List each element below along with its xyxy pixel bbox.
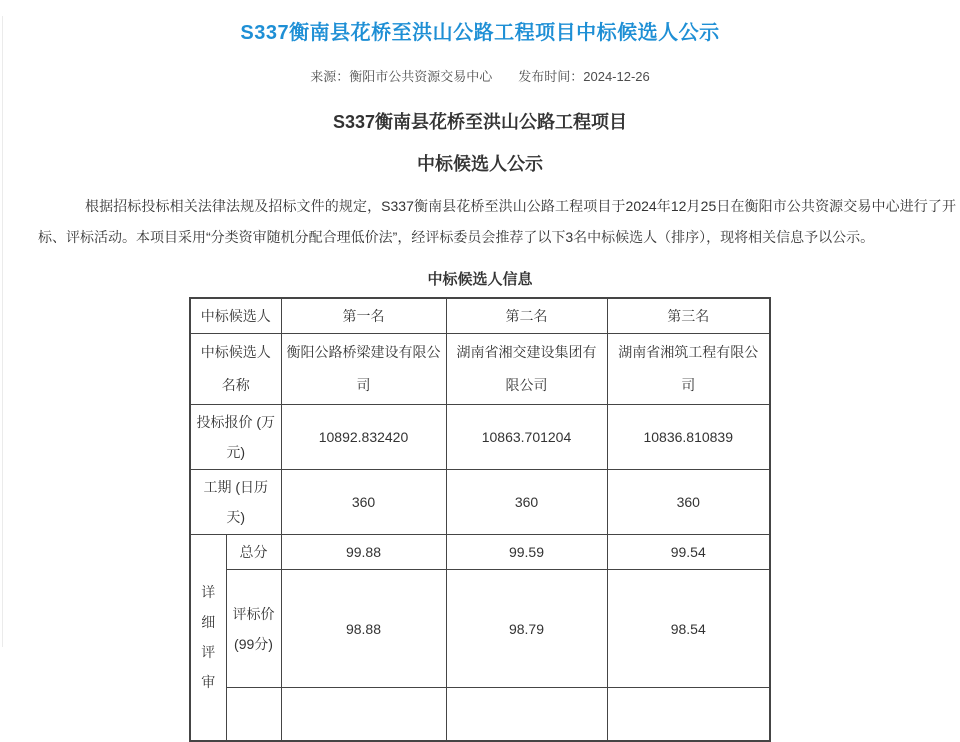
- table-row: [190, 298, 770, 334]
- duration-cell: 360: [281, 470, 446, 535]
- eval-price-cell: 98.79: [446, 570, 607, 688]
- table-row: [190, 334, 770, 405]
- total-score-label-cell: 总分: [226, 535, 281, 570]
- duration-cell: 360: [446, 470, 607, 535]
- bid-price-cell: 10863.701204: [446, 405, 607, 470]
- cutoff-cell: [281, 688, 446, 741]
- duration-label-cell: 工期 (日历天): [190, 470, 281, 535]
- table-row: [190, 405, 770, 470]
- page-title: S337衡南县花桥至洪山公路工程项目中标候选人公示: [240, 22, 720, 44]
- rank-2-header-cell: 第二名: [446, 298, 607, 334]
- bid-candidates-table: [189, 297, 771, 742]
- source-label: 来源：: [310, 69, 350, 84]
- total-score-cell: 99.88: [281, 535, 446, 570]
- duration-cell: 360: [607, 470, 770, 535]
- total-score-cell: 99.59: [446, 535, 607, 570]
- document-heading-line2: 中标候选人公示: [417, 154, 543, 174]
- table-row: [190, 688, 770, 741]
- bid-price-cell: 10836.810839: [607, 405, 770, 470]
- rank-3-header-cell: 第三名: [607, 298, 770, 334]
- header-label-cell: 中标候选人: [190, 298, 281, 334]
- bid-price-label-cell: 投标报价 (万元): [190, 405, 281, 470]
- eval-price-cell: 98.88: [281, 570, 446, 688]
- cutoff-label-cell: [226, 688, 281, 741]
- detail-review-group-cell: 详细评审: [190, 535, 226, 741]
- eval-price-cell: 98.54: [607, 570, 770, 688]
- candidate-name-cell: 衡阳公路桥梁建设有限公司: [281, 334, 446, 405]
- candidate-name-cell: 湖南省湘筑工程有限公司: [607, 334, 770, 405]
- table-row: [190, 470, 770, 535]
- candidate-name-label-cell: 中标候选人名称: [190, 334, 281, 405]
- rank-1-header-cell: 第一名: [281, 298, 446, 334]
- publish-label: 发布时间：: [518, 69, 584, 84]
- meta-line: [0, 66, 960, 85]
- table-row: [190, 535, 770, 570]
- candidate-name-cell: 湖南省湘交建设集团有限公司: [446, 334, 607, 405]
- cutoff-cell: [446, 688, 607, 741]
- document-heading-line1: S337衡南县花桥至洪山公路工程项目: [332, 112, 628, 132]
- table-title: 中标候选人信息: [427, 271, 533, 288]
- eval-price-label-cell: 评标价 (99分): [226, 570, 281, 688]
- table-row: [190, 570, 770, 688]
- cutoff-cell: [607, 688, 770, 741]
- total-score-cell: 99.54: [607, 535, 770, 570]
- publish-date: 2024-12-26: [583, 69, 650, 84]
- source-value: 衡阳市公共资源交易中心: [349, 69, 493, 84]
- announcement-paragraph: 根据招标投标相关法律法规及招标文件的规定，S337衡南县花桥至洪山公路工程项目于2024年12月25日在衡阳市公共资源交易中心进行了开标、评标活动。本项目采用“分类资审随机分配合理低价法”，经评标委员会推荐了以下3名中标候选人（排序），现将相关信息予以公示。: [38, 198, 956, 245]
- page-left-edge: [2, 16, 3, 647]
- bid-price-cell: 10892.832420: [281, 405, 446, 470]
